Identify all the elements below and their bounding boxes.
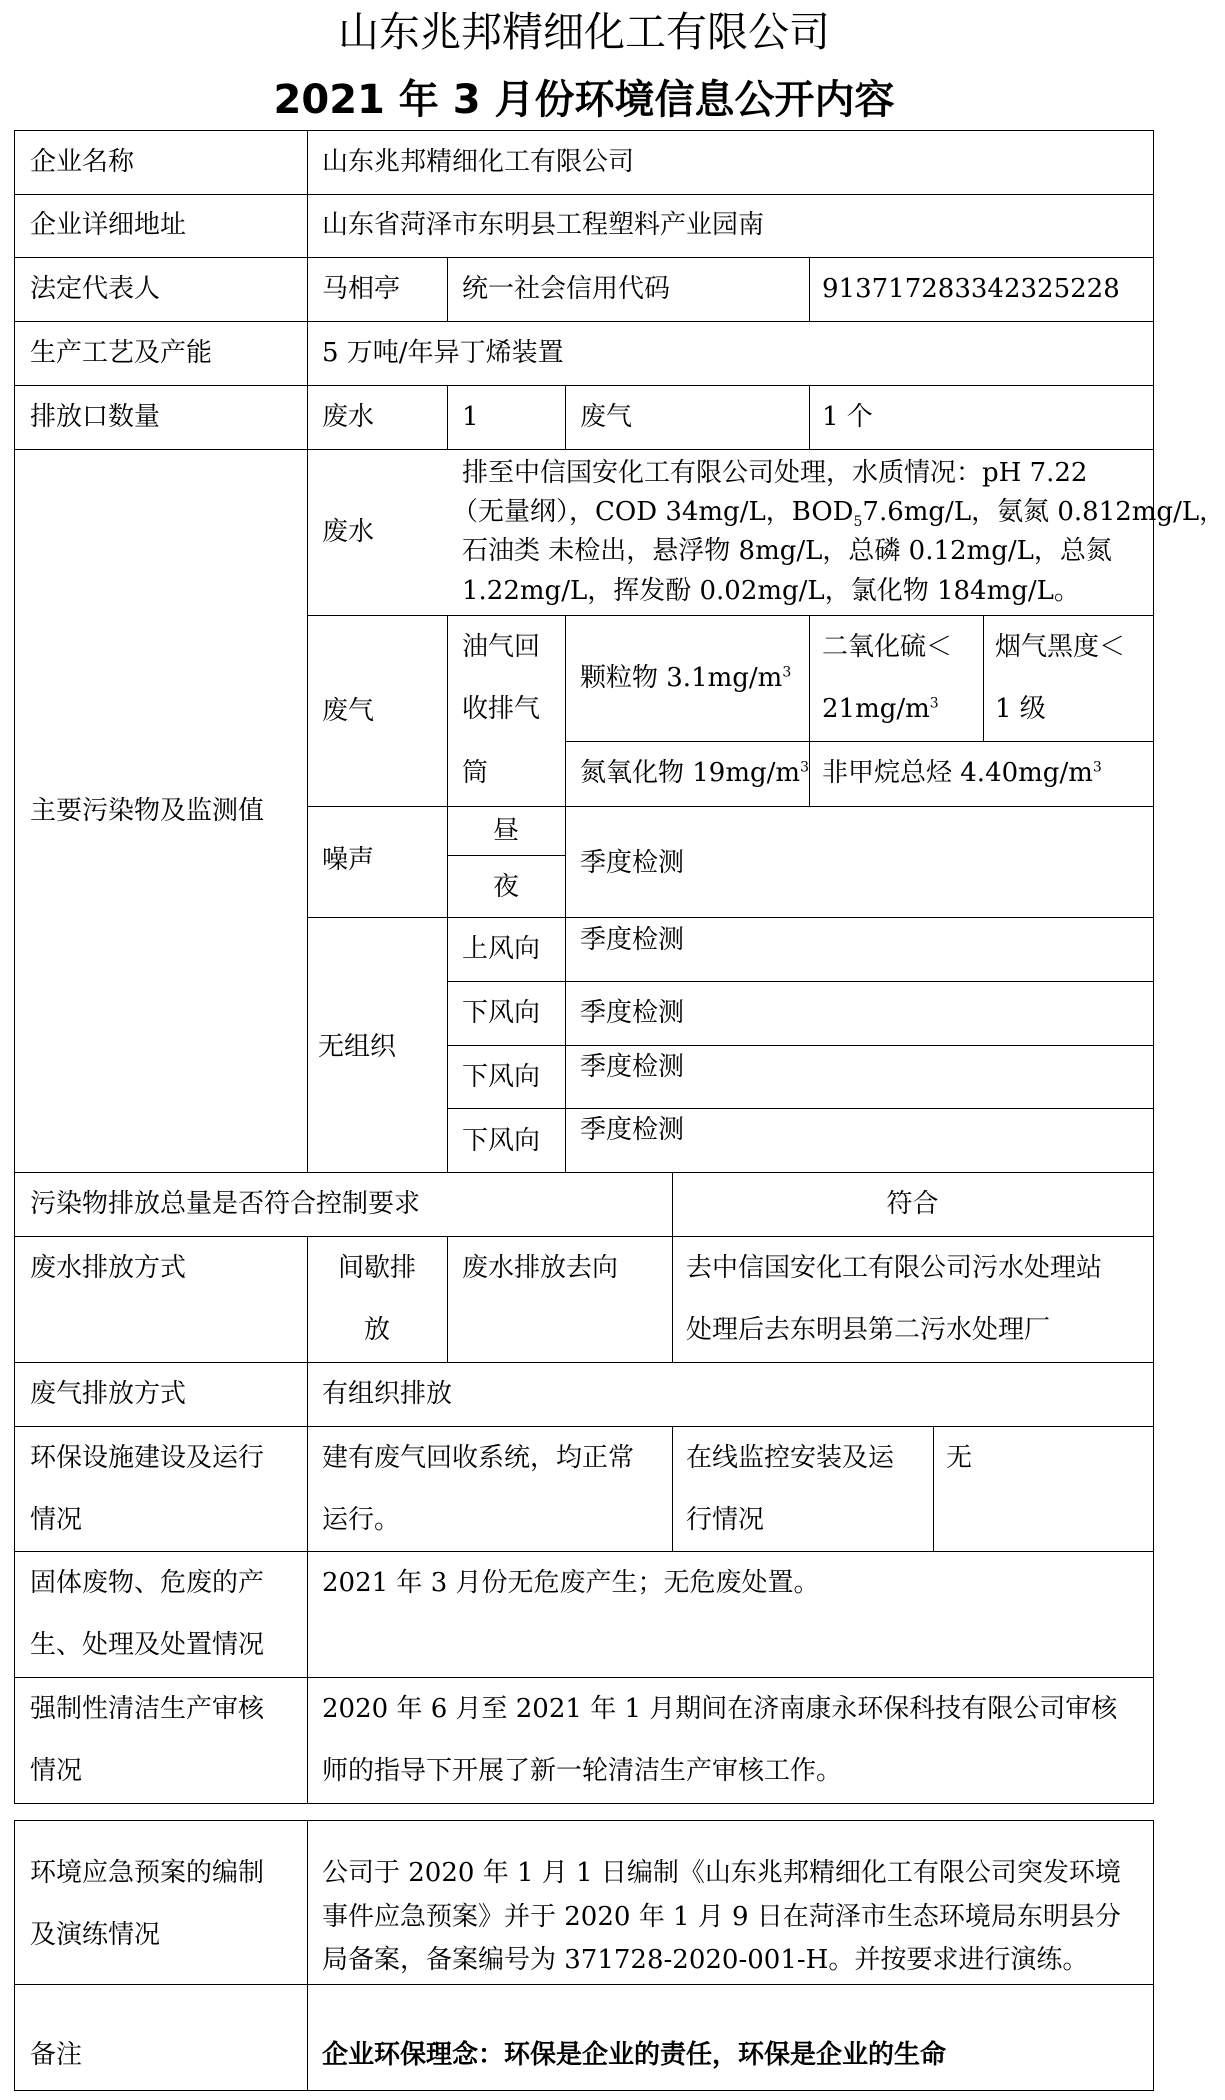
fugitive-label: 无组织 [318,1032,397,1062]
fugitive-direction: 下风向 [462,1062,541,1092]
emergency-value: 公司于 2020 年 1 月 1 日编制《山东兆邦精细化工有限公司突发环境 [322,1858,1121,1888]
company-name-value: 山东兆邦精细化工有限公司 [322,147,635,177]
compliance-value: 符合 [886,1189,939,1219]
water-discharge-label: 废水排放方式 [30,1253,187,1283]
outlets-label: 排放口数量 [30,402,161,432]
online-monitoring-label: 行情况 [686,1505,765,1535]
facilities-value: 建有废气回收系统，均正常 [322,1443,635,1473]
capacity-label: 生产工艺及产能 [30,338,213,368]
audit-label: 情况 [30,1756,83,1786]
emergency-value: 事件应急预案》并于 2020 年 1 月 9 日在菏泽市生态环境局东明县分 [322,1902,1121,1932]
noise-night-label: 夜 [492,872,519,902]
remarks-label: 备注 [30,2040,83,2070]
gas-discharge-label: 废气排放方式 [30,1379,187,1409]
facilities-label: 情况 [30,1505,83,1535]
water-discharge-mode: 间歇排 [337,1253,416,1283]
noise-value: 季度检测 [580,848,685,878]
emergency-label: 及演练情况 [30,1920,161,1950]
solid-waste-label: 生、处理及处置情况 [30,1630,265,1660]
so2-line: $21mg/m^3$ [822,694,939,724]
water-destination-value: 去中信国安化工有限公司污水处理站 [686,1253,1103,1283]
water-destination-value: 处理后去东明县第二污水处理厂 [686,1315,1051,1345]
audit-value: 2020 年 6 月至 2021 年 1 月期间在济南康永环保科技有限公司审核 [322,1694,1118,1724]
facilities-label: 环保设施建设及运行 [30,1443,265,1473]
online-monitoring-label: 在线监控安装及运 [686,1443,895,1473]
document-title: 山东兆邦精细化工有限公司 [338,8,830,56]
emergency-value: 局备案，备案编号为 371728-2020-001-H。并按要求进行演练。 [322,1945,1089,1975]
company-name-label: 企业名称 [30,147,135,177]
audit-label: 强制性清洁生产审核 [30,1694,265,1724]
gas-source-line: 收排气 [462,694,541,724]
particulate-value: 颗粒物 $3.1mg/m^3$ [580,663,792,693]
gas-monitor-label: 废气 [322,696,375,726]
water-quality-line: 石油类 未检出，悬浮物 8mg/L，总磷 0.12mg/L，总氮 [462,536,1112,566]
nmhc-value: 非甲烷总烃 $4.40mg/m^3$ [822,758,1102,788]
legal-representative-label: 法定代表人 [30,274,161,304]
noise-day-label: 昼 [492,816,519,846]
compliance-label: 污染物排放总量是否符合控制要求 [30,1189,421,1219]
nox-value: 氮氧化物 $19mg/m^3$ [580,758,809,788]
water-quality-line: （无量纲），COD 34mg/L，$BOD_57.6mg/L$，氨氮 0.812mg/L， [452,497,1225,531]
credit-code-value: 913717283342325228 [822,274,1120,304]
water-monitor-label: 废水 [322,517,375,547]
outlets-gas-label: 废气 [580,402,633,432]
solid-waste-label: 固体废物、危废的产 [30,1568,265,1598]
address-value: 山东省菏泽市东明县工程塑料产业园南 [322,210,765,240]
water-destination-label: 废水排放去向 [462,1253,619,1283]
gas-source-line: 筒 [462,758,489,788]
water-quality-line: 1.22mg/L，挥发酚 0.02mg/L，氯化物 184mg/L。 [462,576,1080,606]
remarks-value: 企业环保理念：环保是企业的责任，环保是企业的生命 [322,2040,947,2070]
noise-label: 噪声 [322,845,375,875]
water-discharge-mode: 放 [363,1315,390,1345]
pollutants-label: 主要污染物及监测值 [30,796,265,826]
fugitive-direction: 下风向 [462,1126,541,1156]
legal-representative-value: 马相亭 [322,274,401,304]
smoke-blackness-line: 烟气黑度＜ [995,632,1126,662]
fugitive-value: 季度检测 [580,1115,685,1145]
outlets-water-value: 1 [462,402,479,432]
fugitive-value: 季度检测 [580,925,685,955]
online-monitoring-value: 无 [946,1443,973,1473]
facilities-value: 运行。 [322,1505,401,1535]
fugitive-value: 季度检测 [580,1052,685,1082]
audit-value: 师的指导下开展了新一轮清洁生产审核工作。 [322,1756,843,1786]
fugitive-value: 季度检测 [580,998,685,1028]
emergency-label: 环境应急预案的编制 [30,1858,265,1888]
capacity-value: 5 万吨/年异丁烯装置 [322,338,564,368]
document-subtitle: 2021 年 3 月份环境信息公开内容 [273,77,895,123]
address-label: 企业详细地址 [30,210,187,240]
credit-code-label: 统一社会信用代码 [462,274,671,304]
water-quality-line: 排至中信国安化工有限公司处理，水质情况：pH 7.22 [462,458,1088,488]
outlets-water-label: 废水 [322,402,375,432]
so2-line: 二氧化硫＜ [822,632,953,662]
outlets-gas-value: 1 个 [822,402,873,432]
solid-waste-value: 2021 年 3 月份无危废产生；无危废处置。 [322,1568,820,1598]
smoke-blackness-line: 1 级 [995,694,1046,724]
gas-discharge-value: 有组织排放 [322,1379,453,1409]
gas-source-line: 油气回 [462,632,541,662]
fugitive-direction: 上风向 [462,934,541,964]
fugitive-direction: 下风向 [462,998,541,1028]
